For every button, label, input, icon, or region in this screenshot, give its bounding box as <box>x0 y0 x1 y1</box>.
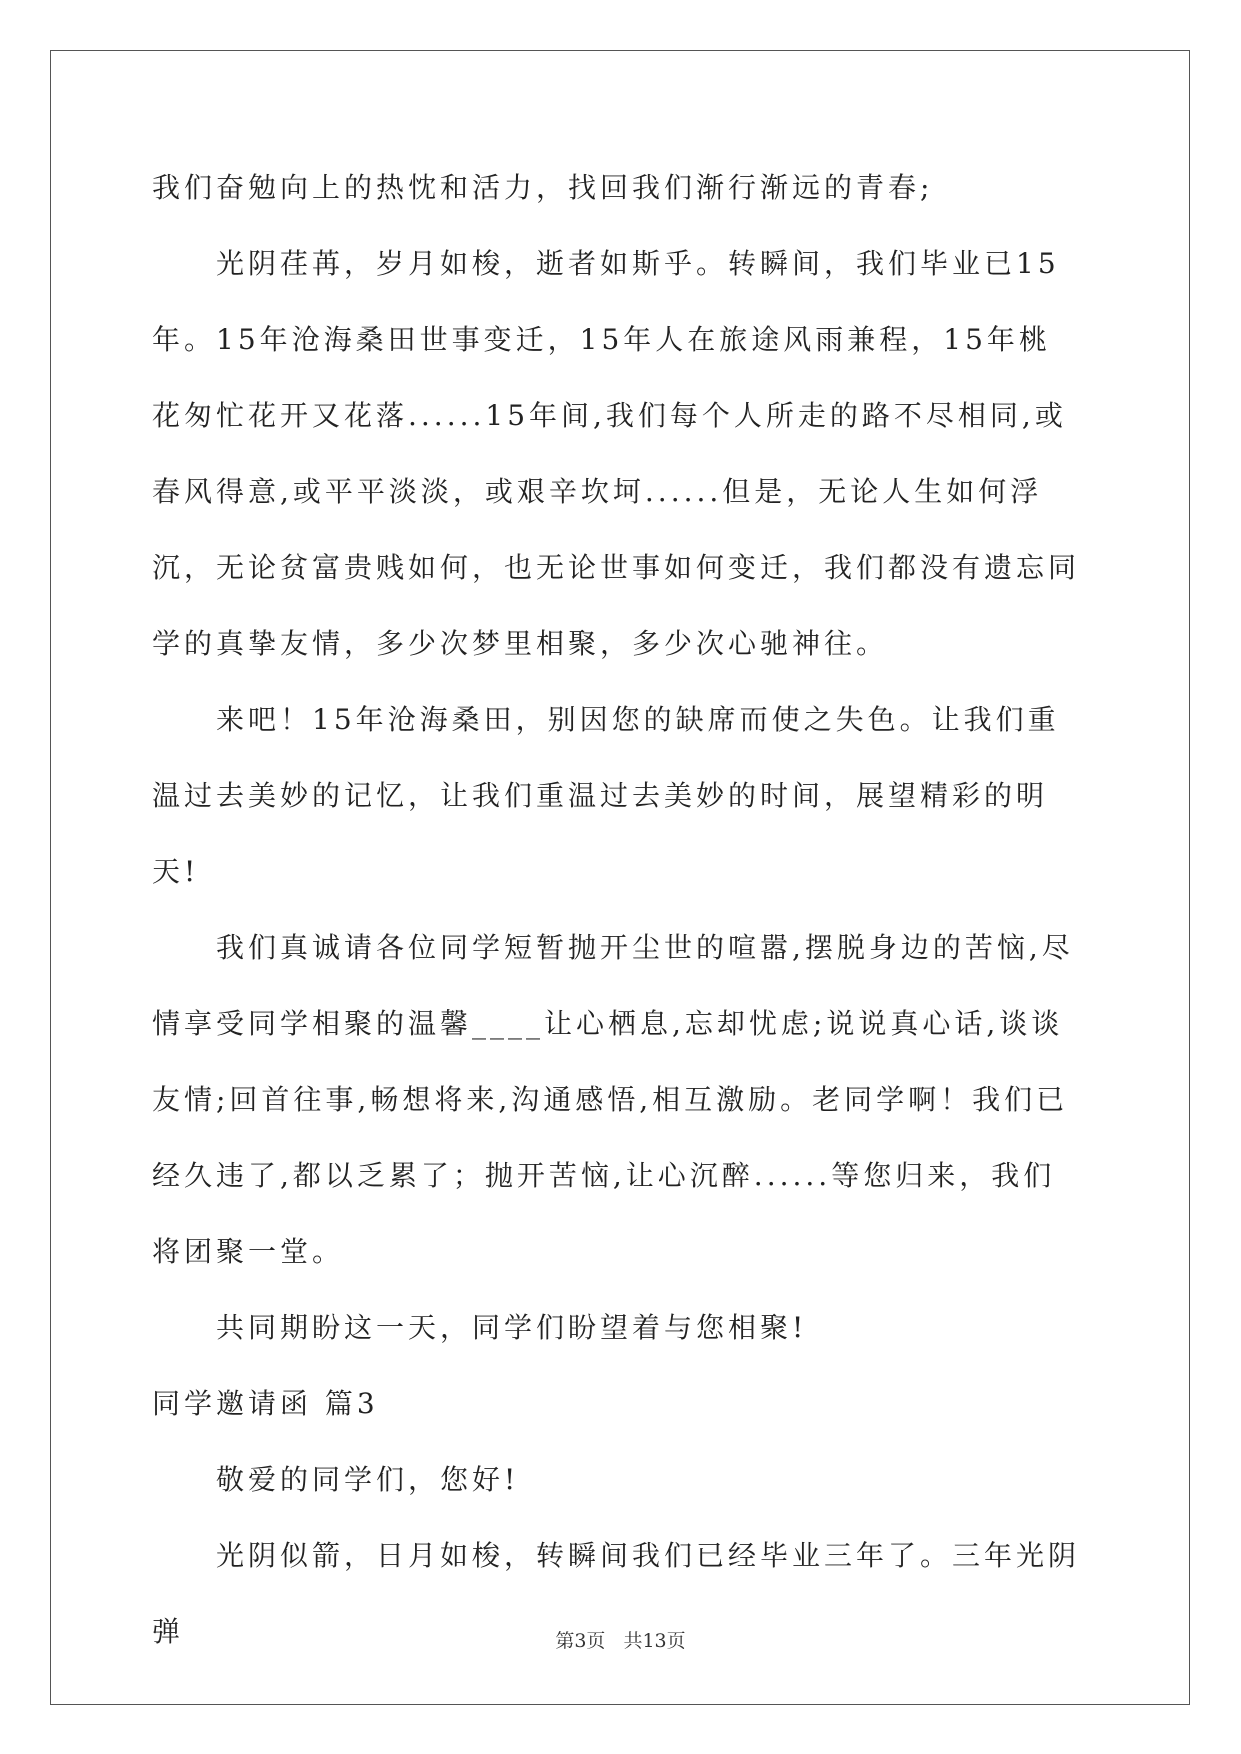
paragraph-continuation: 我们奋勉向上的热忱和活力，找回我们渐行渐远的青春; <box>152 171 934 204</box>
page-footer <box>0 1626 1241 1653</box>
paragraph-looking-forward: 共同期盼这一天，同学们盼望着与您相聚! <box>216 1311 808 1344</box>
paragraph-fifteen-years: 光阴荏苒，岁月如梭，逝者如斯乎。转瞬间，我们毕业已15年。15年沧海桑田世事变迁，15年人在旅途风雨兼程，15年桃花匆忙花开又花落......15年间,我们每个人所走的路不尽相同,或春风得意,或平平淡淡，或艰辛坎坷......但是，无论人生如何浮沉，无论贫富贵贱如何，也无论世事如何变迁，我们都没有遗忘同学的真挚友情，多少次梦里相聚，多少次心驰神往。 <box>152 247 1081 660</box>
paragraph-greeting: 敬爱的同学们，您好! <box>216 1463 520 1496</box>
section-heading: 同学邀请函 篇3 <box>152 1387 379 1420</box>
page-number: 第3页 <box>555 1630 606 1652</box>
paragraph-time-flies: 光阴似箭，日月如梭，转瞬间我们已经毕业三年了。三年光阴弹 <box>152 1539 1081 1648</box>
paragraph-come-on: 来吧！15年沧海桑田，别因您的缺席而使之失色。让我们重温过去美妙的记忆，让我们重温过去美妙的时间，展望精彩的明天! <box>152 703 1060 888</box>
total-pages: 共13页 <box>623 1630 686 1652</box>
document-body <box>152 150 1082 1670</box>
paragraph-sincere-invitation: 我们真诚请各位同学短暂抛开尘世的喧嚣,摆脱身边的苦恼,尽情享受同学相聚的温馨____让心栖息,忘却忧虑;说说真心话,谈谈友情;回首往事,畅想将来,沟通感悟,相互激励。老同学啊！我们已经久违了,都以乏累了；抛开苦恼,让心沉醉......等您归来，我们将团聚一堂。 <box>152 931 1074 1268</box>
